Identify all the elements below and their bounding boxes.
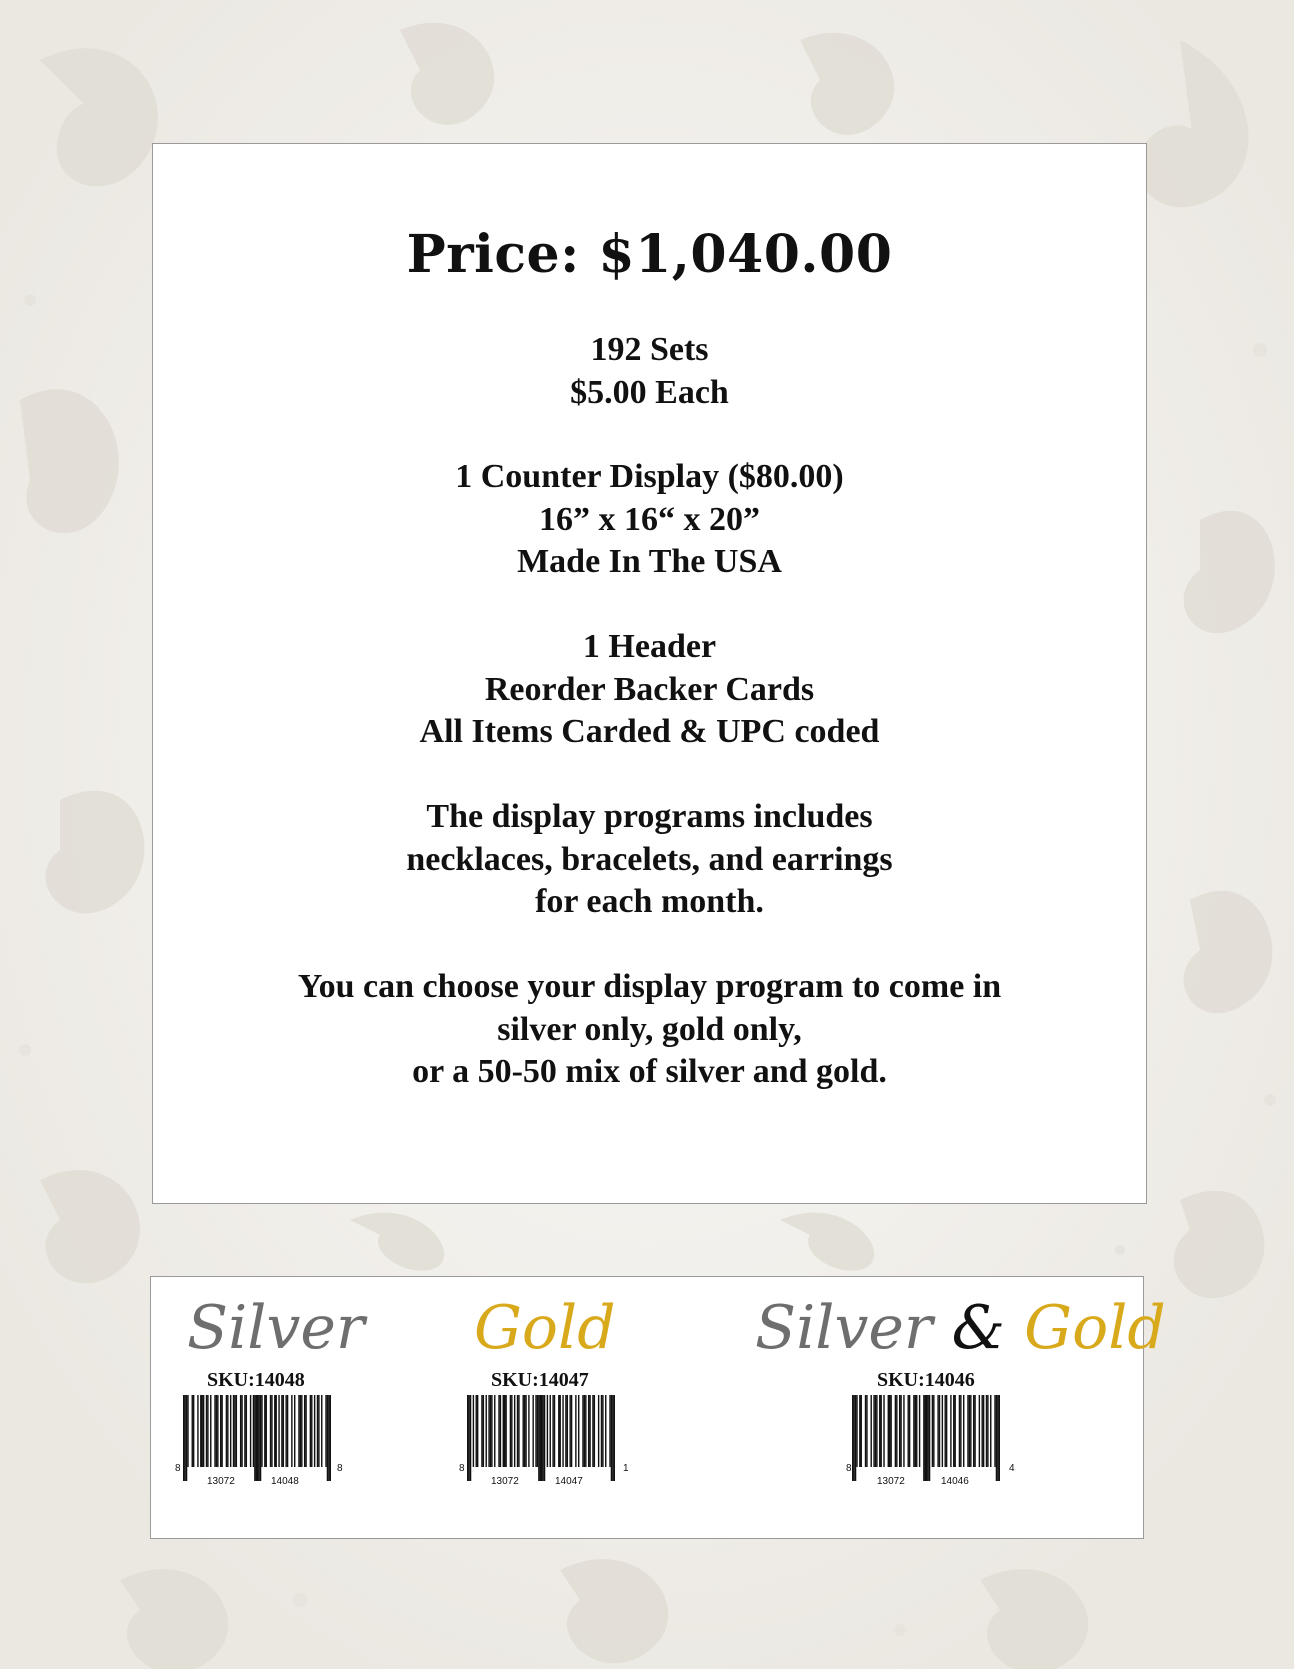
barcode-bar bbox=[467, 1395, 468, 1481]
barcode-bar bbox=[498, 1395, 499, 1467]
mix-sku-label: SKU:14046 bbox=[877, 1369, 975, 1391]
barcode-bar bbox=[567, 1395, 568, 1467]
barcode-bar bbox=[327, 1395, 328, 1481]
barcode-bar bbox=[542, 1395, 543, 1481]
barcode-bar bbox=[614, 1395, 615, 1481]
mix-barcode bbox=[846, 1395, 1006, 1489]
barcode-bar bbox=[260, 1395, 261, 1481]
barcode-bar bbox=[271, 1395, 272, 1467]
barcode-bar bbox=[963, 1395, 964, 1467]
barcode-bar bbox=[612, 1395, 613, 1481]
made-in-usa: Made In The USA bbox=[517, 543, 782, 580]
barcode-bar bbox=[234, 1395, 235, 1467]
silver-barcode-left-digits: 13072 bbox=[207, 1476, 235, 1487]
barcode-bar bbox=[611, 1395, 612, 1481]
barcode-bar bbox=[960, 1395, 961, 1467]
barcode-bar bbox=[540, 1395, 541, 1481]
sets-count: 192 Sets bbox=[590, 331, 709, 368]
barcode-bar bbox=[300, 1395, 301, 1467]
barcode-bar bbox=[318, 1395, 319, 1467]
barcode-bar bbox=[987, 1395, 988, 1467]
barcode-bar bbox=[477, 1395, 478, 1467]
barcode-bar bbox=[221, 1395, 222, 1467]
barcode-bar bbox=[214, 1395, 215, 1467]
barcode-bar bbox=[871, 1395, 872, 1467]
barcode-bar bbox=[514, 1395, 515, 1467]
choice-line-2: silver only, gold only, bbox=[497, 1010, 802, 1048]
barcode-bar bbox=[609, 1395, 610, 1467]
gold-script-label: Gold bbox=[474, 1293, 616, 1363]
counter-display-line: 1 Counter Display ($80.00) bbox=[455, 458, 844, 495]
barcode-bar bbox=[261, 1395, 262, 1467]
barcode-bar bbox=[210, 1395, 211, 1467]
barcode-bar bbox=[537, 1395, 538, 1467]
barcode-bar bbox=[488, 1395, 489, 1467]
barcode-bar bbox=[990, 1395, 991, 1467]
barcode-bar bbox=[253, 1395, 254, 1467]
header-block bbox=[153, 626, 1146, 754]
barcode-bar bbox=[541, 1395, 542, 1481]
barcode-bar bbox=[283, 1395, 284, 1467]
barcode-bar bbox=[969, 1395, 970, 1467]
barcode-bar bbox=[592, 1395, 593, 1467]
barcode-bar bbox=[866, 1395, 867, 1467]
barcode-bar bbox=[889, 1395, 890, 1467]
barcode-bar bbox=[226, 1395, 227, 1467]
barcode-bar bbox=[470, 1395, 471, 1481]
silver-sku-label: SKU:14048 bbox=[207, 1369, 305, 1391]
barcode-bar bbox=[946, 1395, 947, 1467]
barcode-bar bbox=[550, 1395, 551, 1467]
barcode-bar bbox=[896, 1395, 897, 1467]
gold-barcode bbox=[461, 1395, 621, 1489]
barcode-bar bbox=[890, 1395, 891, 1467]
barcode-bar bbox=[945, 1395, 946, 1467]
barcode-bar bbox=[859, 1395, 860, 1467]
barcode-bar bbox=[571, 1395, 572, 1467]
gold-barcode-check-digit: 1 bbox=[623, 1463, 629, 1474]
barcode-bar bbox=[298, 1395, 299, 1467]
barcode-bar bbox=[250, 1395, 251, 1467]
barcode-bar bbox=[500, 1395, 501, 1467]
barcode-bar bbox=[304, 1395, 305, 1467]
barcode-bar bbox=[925, 1395, 926, 1481]
barcode-bar bbox=[974, 1395, 975, 1467]
barcode-bar bbox=[979, 1395, 980, 1467]
silver-and-gold-script-label bbox=[755, 1293, 1166, 1363]
barcode-bar bbox=[558, 1395, 559, 1467]
silver-barcode bbox=[177, 1395, 337, 1489]
barcode-bar bbox=[230, 1395, 231, 1467]
barcode-bar bbox=[524, 1395, 525, 1467]
barcode-bar bbox=[483, 1395, 484, 1467]
gold-sku-label: SKU:14047 bbox=[491, 1369, 589, 1391]
mix-barcode-lead-digit: 8 bbox=[846, 1463, 852, 1474]
barcode-bar bbox=[310, 1395, 311, 1467]
barcode-bar bbox=[476, 1395, 477, 1467]
barcode-bar bbox=[986, 1395, 987, 1467]
mix-ampersand: & bbox=[951, 1293, 1006, 1363]
carded-upc-line: All Items Carded & UPC coded bbox=[419, 713, 880, 750]
barcode-bar bbox=[880, 1395, 881, 1467]
barcode-bar bbox=[525, 1395, 526, 1467]
barcode-bar bbox=[554, 1395, 555, 1467]
barcode-bar bbox=[855, 1395, 856, 1481]
barcode-bar bbox=[927, 1395, 928, 1481]
barcode-bar bbox=[266, 1395, 267, 1467]
barcode-bar bbox=[996, 1395, 997, 1481]
barcode-bar bbox=[233, 1395, 234, 1467]
price-heading: Price: $1,040.00 bbox=[406, 224, 893, 285]
barcode-bar bbox=[532, 1395, 533, 1467]
barcode-bar bbox=[560, 1395, 561, 1467]
barcode-bar bbox=[528, 1395, 529, 1467]
barcode-bar bbox=[244, 1395, 245, 1467]
reorder-backer-cards: Reorder Backer Cards bbox=[484, 670, 815, 708]
barcode-bar bbox=[852, 1395, 853, 1481]
barcode-bar bbox=[276, 1395, 277, 1467]
silver-script-label: Silver bbox=[187, 1293, 365, 1363]
sku-card bbox=[150, 1276, 1166, 1539]
barcode-bar bbox=[919, 1395, 920, 1467]
barcode-bar bbox=[256, 1395, 257, 1481]
gold-barcode-left-digits: 13072 bbox=[491, 1476, 519, 1487]
display-dimensions: 16” x 16“ x 20” bbox=[539, 500, 760, 538]
barcode-bar bbox=[552, 1395, 553, 1467]
barcode-bar bbox=[278, 1395, 279, 1467]
barcode-bar bbox=[321, 1395, 322, 1467]
barcode-bar bbox=[933, 1395, 934, 1467]
barcode-bar bbox=[193, 1395, 194, 1467]
program-line-1: The display programs includes bbox=[426, 798, 873, 835]
barcode-bar bbox=[588, 1395, 589, 1467]
mix-barcode-check-digit: 4 bbox=[1009, 1463, 1015, 1474]
sets-each-price: $5.00 Each bbox=[570, 373, 729, 411]
barcode-bar bbox=[876, 1395, 877, 1467]
barcode-bar bbox=[953, 1395, 954, 1467]
barcode-bar bbox=[491, 1395, 492, 1467]
barcode-bar bbox=[197, 1395, 198, 1467]
barcode-bar bbox=[883, 1395, 884, 1467]
barcode-bar bbox=[865, 1395, 866, 1467]
barcode-bar bbox=[582, 1395, 583, 1467]
barcode-bar bbox=[909, 1395, 910, 1467]
silver-barcode-check-digit: 8 bbox=[337, 1463, 343, 1474]
barcode-bar bbox=[908, 1395, 909, 1467]
silver-barcode-lead-digit: 8 bbox=[175, 1463, 181, 1474]
barcode-bar bbox=[929, 1395, 930, 1481]
program-line-2: necklaces, bracelets, and earrings bbox=[406, 840, 893, 878]
barcode-bar bbox=[220, 1395, 221, 1467]
barcode-bar bbox=[932, 1395, 933, 1467]
barcode-bar bbox=[264, 1395, 265, 1467]
choice-line-3: or a 50-50 mix of silver and gold. bbox=[412, 1053, 887, 1090]
mix-gold-word: Gold bbox=[1024, 1293, 1166, 1363]
barcode-bar bbox=[494, 1395, 495, 1467]
barcode-bar bbox=[468, 1395, 469, 1481]
mix-barcode-left-digits: 13072 bbox=[877, 1476, 905, 1487]
program-line-3: for each month. bbox=[535, 883, 764, 920]
barcode-bar bbox=[959, 1395, 960, 1467]
barcode-bar bbox=[517, 1395, 518, 1467]
barcode-bar bbox=[473, 1395, 474, 1467]
barcode-bar bbox=[997, 1395, 998, 1481]
barcode-bar bbox=[915, 1395, 916, 1467]
barcode-bar bbox=[490, 1395, 491, 1467]
choice-block bbox=[153, 966, 1146, 1094]
barcode-bar bbox=[246, 1395, 247, 1467]
barcode-bar bbox=[184, 1395, 185, 1481]
barcode-bar bbox=[575, 1395, 576, 1467]
barcode-bar bbox=[305, 1395, 306, 1467]
barcode-bar bbox=[314, 1395, 315, 1467]
barcode-bar bbox=[973, 1395, 974, 1467]
barcode-bar bbox=[605, 1395, 606, 1467]
barcode-bar bbox=[601, 1395, 602, 1467]
barcode-bar bbox=[565, 1395, 566, 1467]
barcode-bar bbox=[287, 1395, 288, 1467]
barcode-bar bbox=[598, 1395, 599, 1467]
barcode-bar bbox=[983, 1395, 984, 1467]
barcode-bar bbox=[895, 1395, 896, 1467]
barcode-bar bbox=[538, 1395, 539, 1481]
barcode-bar bbox=[510, 1395, 511, 1467]
barcode-bar bbox=[257, 1395, 258, 1481]
barcode-bar bbox=[939, 1395, 940, 1467]
barcode-bar bbox=[281, 1395, 282, 1467]
barcode-bar bbox=[203, 1395, 204, 1467]
barcode-bar bbox=[192, 1395, 193, 1467]
barcode-bar bbox=[585, 1395, 586, 1467]
barcode-bar bbox=[240, 1395, 241, 1467]
barcode-bar bbox=[518, 1395, 519, 1467]
barcode-bar bbox=[900, 1395, 901, 1467]
barcode-bar bbox=[535, 1395, 536, 1467]
mix-barcode-right-digits: 14046 bbox=[941, 1476, 969, 1487]
barcode-bar bbox=[186, 1395, 187, 1481]
price-info-card bbox=[152, 143, 1147, 1204]
barcode-bar bbox=[227, 1395, 228, 1467]
barcode-bar bbox=[254, 1395, 255, 1481]
barcode-bar bbox=[875, 1395, 876, 1467]
barcode-bar bbox=[236, 1395, 237, 1467]
barcode-bar bbox=[999, 1395, 1000, 1481]
barcode-bar bbox=[589, 1395, 590, 1467]
barcode-bar bbox=[982, 1395, 983, 1467]
barcode-bar bbox=[285, 1395, 286, 1467]
barcode-bar bbox=[504, 1395, 505, 1467]
program-block bbox=[153, 796, 1146, 924]
barcode-bar bbox=[594, 1395, 595, 1467]
barcode-bar bbox=[903, 1395, 904, 1467]
barcode-bar bbox=[899, 1395, 900, 1467]
barcode-bar bbox=[879, 1395, 880, 1467]
barcode-bar bbox=[187, 1395, 188, 1467]
barcode-bar bbox=[328, 1395, 329, 1481]
barcode-bar bbox=[994, 1395, 995, 1467]
silver-barcode-right-digits: 14048 bbox=[271, 1476, 299, 1487]
barcode-bar bbox=[913, 1395, 914, 1467]
barcode-bar bbox=[505, 1395, 506, 1467]
barcode-bar bbox=[950, 1395, 951, 1467]
mix-silver-word: Silver bbox=[755, 1293, 933, 1363]
barcode-bar bbox=[511, 1395, 512, 1467]
barcode-bar bbox=[486, 1395, 487, 1467]
barcode-bar bbox=[301, 1395, 302, 1467]
barcode-bar bbox=[547, 1395, 548, 1467]
sets-block bbox=[153, 329, 1146, 414]
display-block bbox=[153, 456, 1146, 584]
barcode-bar bbox=[216, 1395, 217, 1467]
barcode-bar bbox=[916, 1395, 917, 1467]
barcode-bar bbox=[937, 1395, 938, 1467]
barcode-bar bbox=[183, 1395, 184, 1481]
barcode-bar bbox=[923, 1395, 924, 1481]
barcode-bar bbox=[954, 1395, 955, 1467]
barcode-bar bbox=[544, 1395, 545, 1481]
barcode-bar bbox=[970, 1395, 971, 1467]
barcode-bar bbox=[569, 1395, 570, 1467]
choice-line-1: You can choose your display program to come in bbox=[297, 968, 1002, 1005]
barcode-bar bbox=[967, 1395, 968, 1467]
barcode-bar bbox=[523, 1395, 524, 1467]
barcode-bar bbox=[200, 1395, 201, 1467]
barcode-bar bbox=[503, 1395, 504, 1467]
barcode-bar bbox=[856, 1395, 857, 1467]
barcode-bar bbox=[217, 1395, 218, 1467]
barcode-bar bbox=[311, 1395, 312, 1467]
barcode-bar bbox=[584, 1395, 585, 1467]
barcode-bar bbox=[294, 1395, 295, 1467]
barcode-bar bbox=[202, 1395, 203, 1467]
barcode-bar bbox=[926, 1395, 927, 1481]
barcode-bar bbox=[481, 1395, 482, 1467]
barcode-bar bbox=[873, 1395, 874, 1467]
barcode-bar bbox=[562, 1395, 563, 1467]
header-count: 1 Header bbox=[582, 628, 717, 665]
barcode-bar bbox=[861, 1395, 862, 1467]
barcode-bar bbox=[258, 1395, 259, 1481]
barcode-bar bbox=[241, 1395, 242, 1467]
barcode-bar bbox=[942, 1395, 943, 1467]
barcode-bar bbox=[602, 1395, 603, 1467]
barcode-bar bbox=[578, 1395, 579, 1467]
barcode-bar bbox=[291, 1395, 292, 1467]
barcode-bar bbox=[325, 1395, 326, 1467]
barcode-bar bbox=[853, 1395, 854, 1481]
barcode-bar bbox=[317, 1395, 318, 1467]
barcode-bar bbox=[207, 1395, 208, 1467]
gold-barcode-lead-digit: 8 bbox=[459, 1463, 465, 1474]
gold-barcode-right-digits: 14047 bbox=[555, 1476, 583, 1487]
barcode-bar bbox=[270, 1395, 271, 1467]
barcode-bar bbox=[888, 1395, 889, 1467]
barcode-bar bbox=[206, 1395, 207, 1467]
barcode-bar bbox=[330, 1395, 331, 1481]
barcode-bar bbox=[274, 1395, 275, 1467]
